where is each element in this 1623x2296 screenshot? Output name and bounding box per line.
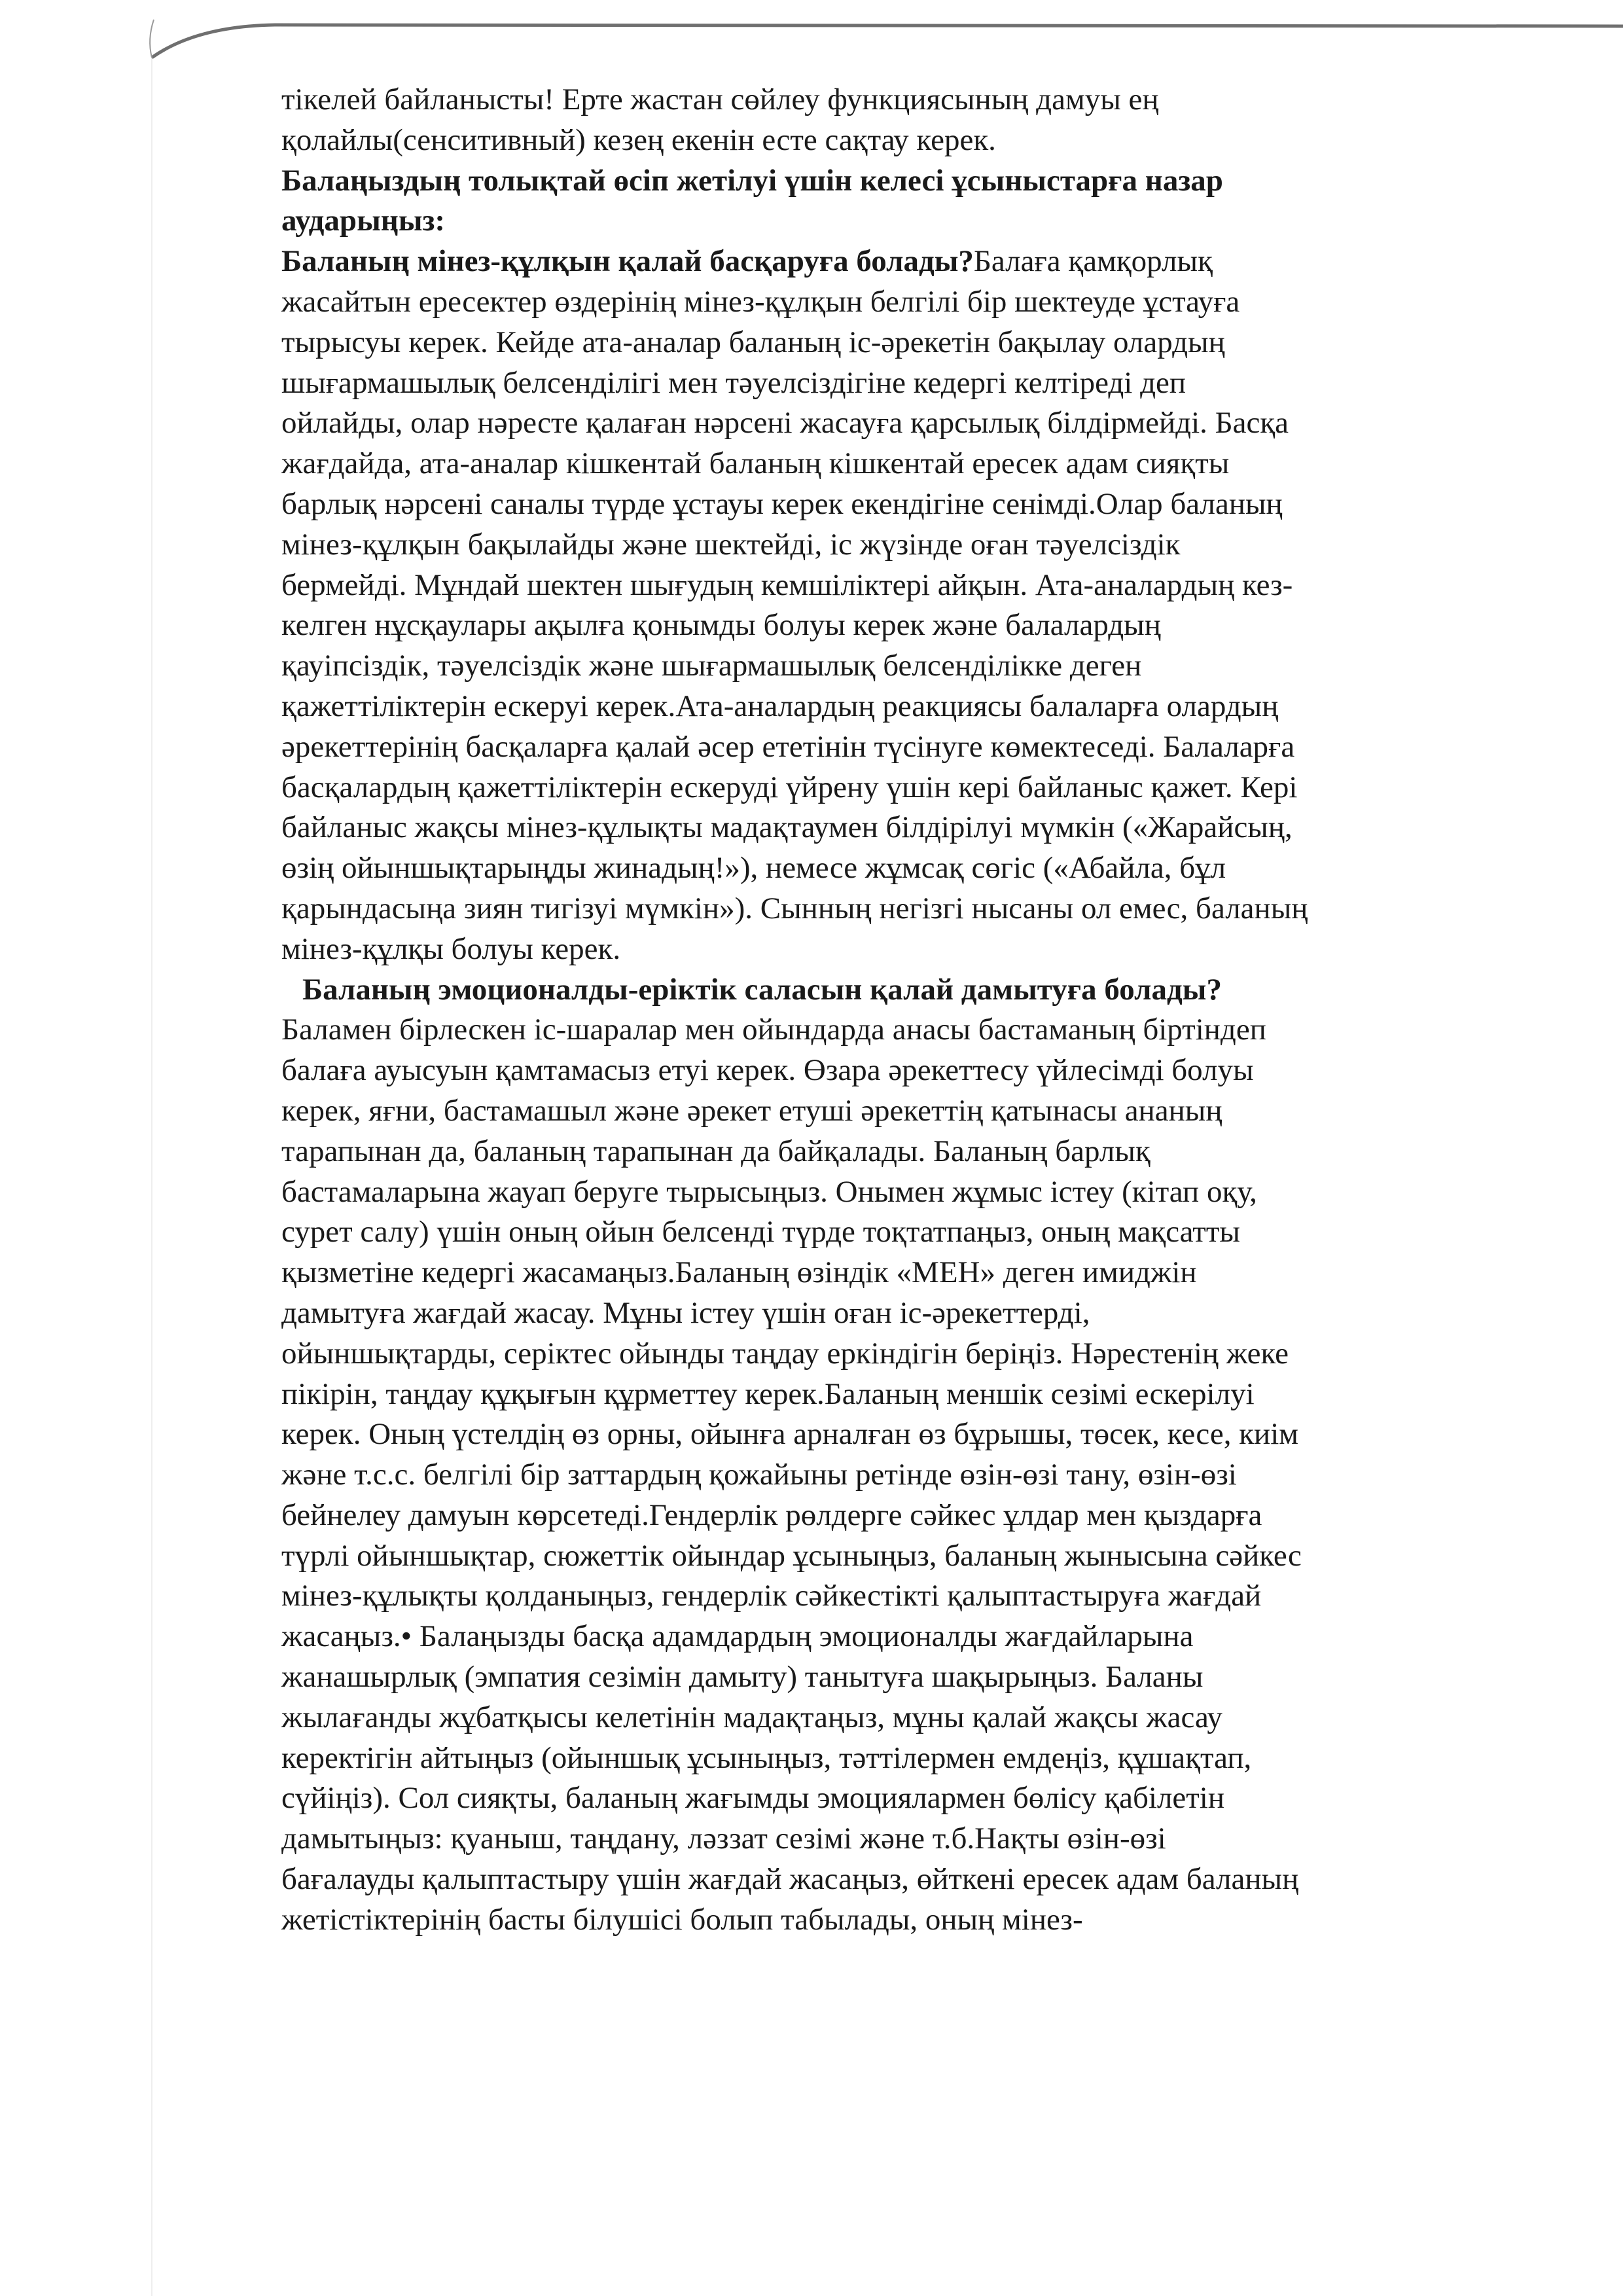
text-segment: жанашырлық (эмпатия сезімін дамыту) танытуға шақырыңыз. Баланы xyxy=(281,1660,1204,1695)
text-line xyxy=(281,363,1564,404)
text-segment: мінез-құлқы болуы керек. xyxy=(281,931,621,966)
text-line xyxy=(281,1698,1564,1738)
text-segment: жағдайда, ата-аналар кішкентай баланың кішкентай ересек адам сияқты xyxy=(281,446,1230,481)
text-segment: өзің ойыншықтарыңды жинадың!»), немесе жұмсақ сөгіс («Абайла, бұл xyxy=(281,851,1226,886)
text-line xyxy=(281,323,1564,363)
text-segment: шығармашылық белсенділігі мен тәуелсіздігіне кедергі келтіреді деп xyxy=(281,365,1186,400)
text-line xyxy=(281,1253,1564,1293)
text-segment: ойлайды, олар нәресте қалаған нәрсені жасауға қарсылық білдірмейді. Басқа xyxy=(281,406,1289,440)
bold-text-segment: Балаңыздың толықтай өсіп жетілуі үшін келесі ұсыныстарға назар xyxy=(281,163,1223,198)
bold-text-segment: Баланың эмоционалды-еріктік саласын қалай дамытуға болады? xyxy=(302,972,1222,1007)
bold-text-segment: аударыңыз: xyxy=(281,204,446,238)
text-line xyxy=(281,1091,1564,1132)
text-line xyxy=(281,1617,1564,1657)
text-segment: қарындасыңа зиян тигізуі мүмкін»). Сынның негізгі нысаны ол емес, баланың xyxy=(281,891,1308,925)
text-segment: тікелей байланысты! Ерте жастан сөйлеу функциясының дамуы ең xyxy=(281,82,1159,117)
text-segment: барлық нәрсені саналы түрде ұстауы керек екендігіне сенімді.Олар баланың xyxy=(281,486,1283,521)
text-segment: және т.с.с. белгілі бір заттардың қожайыны ретінде өзін-өзі тану, өзін-өзі xyxy=(281,1458,1237,1492)
text-segment: ойыншықтарды, серіктес ойынды таңдау еркіндігін беріңіз. Нәрестенің жеке xyxy=(281,1336,1289,1371)
text-line xyxy=(281,80,1564,120)
text-segment: бейнелеу дамуын көрсетеді.Гендерлік рөлдерге сәйкес ұлдар мен қыздарға xyxy=(281,1498,1262,1532)
text-segment: мінез-құлқын бақылайды және шектейді, іс жүзінде оған тәуелсіздік xyxy=(281,527,1181,562)
text-line xyxy=(281,848,1564,889)
text-line xyxy=(281,242,1564,282)
text-line xyxy=(281,1576,1564,1617)
text-line xyxy=(281,605,1564,646)
text-line xyxy=(281,403,1564,444)
text-line xyxy=(281,1900,1564,1941)
text-segment: дамытыңыз: қуаныш, таңдану, ләззат сезімі және т.б.Нақты өзін-өзі xyxy=(281,1821,1166,1856)
text-segment: сурет салу) үшін оның ойын белсенді түрде тоқтатпаңыз, оның мақсатты xyxy=(281,1215,1240,1249)
text-segment: жасайтын ересектер өздерінің мінез-құлқын белгілі бір шектеуде ұстауға xyxy=(281,284,1240,319)
text-line xyxy=(281,1334,1564,1374)
text-line xyxy=(281,565,1564,606)
text-line xyxy=(281,1657,1564,1698)
text-segment: байланыс жақсы мінез-құлықты мадақтаумен білдірілуі мүмкін («Жарайсың, xyxy=(281,810,1293,845)
text-segment: Баламен бірлескен іс-шаралар мен ойындарда анасы бастаманың біртіндеп xyxy=(281,1013,1266,1047)
bold-text-segment: Баланың мінез-құлқын қалай басқаруға болады? xyxy=(281,244,974,279)
text-line xyxy=(281,161,1564,202)
text-segment: басқалардың қажеттіліктерін ескеруді үйрену үшін кері байланыс қажет. Кері xyxy=(281,770,1298,804)
text-line xyxy=(281,1536,1564,1577)
text-segment: тарапынан да, баланың тарапынан да байқалады. Баланың барлық xyxy=(281,1134,1150,1168)
text-line xyxy=(281,808,1564,848)
text-segment: балаға ауысуын қамтамасыз етуі керек. Өзара әрекеттесу үйлесімді болуы xyxy=(281,1053,1254,1088)
text-segment: жетістіктерінің басты білушісі болып табылады, оның мінез- xyxy=(281,1902,1083,1937)
text-line xyxy=(281,1778,1564,1819)
text-line xyxy=(281,1496,1564,1536)
text-line xyxy=(281,727,1564,768)
text-line xyxy=(281,444,1564,484)
text-line xyxy=(281,525,1564,565)
text-segment: керек, яғни, бастамашыл және әрекет етуші әрекеттің қатынасы ананың xyxy=(281,1093,1222,1128)
text-segment: қолайлы(сенситивный) кезең екенін есте сақтау керек. xyxy=(281,122,996,157)
text-segment: дамытуға жағдай жасау. Мұны істеу үшін оған іс-әрекеттерді, xyxy=(281,1295,1090,1330)
text-segment: мінез-құлықты қолданыңыз, гендерлік сәйкестікті қалыптастыруға жағдай xyxy=(281,1579,1262,1613)
text-segment: әрекеттерінің басқаларға қалай әсер ететінін түсінуге көмектеседі. Балаларға xyxy=(281,729,1295,764)
text-line xyxy=(281,1050,1564,1091)
text-segment: бермейді. Мұндай шектен шығудың кемшіліктері айқын. Ата-аналардың кез- xyxy=(281,567,1293,602)
text-segment: келген нұсқаулары ақылға қонымды болуы керек және балалардың xyxy=(281,608,1161,643)
text-line xyxy=(281,646,1564,687)
text-segment: жасаңыз.• Балаңызды басқа адамдардың эмоционалды жағдайларына xyxy=(281,1619,1194,1654)
text-segment: қажеттіліктерін ескеруі керек.Ата-аналардың реакциясы балаларға олардың xyxy=(281,689,1279,723)
text-line xyxy=(281,970,1564,1011)
text-line xyxy=(281,1132,1564,1172)
text-segment: түрлі ойыншықтар, сюжеттік ойындар ұсыныңыз, баланың жынысына сәйкес xyxy=(281,1538,1302,1573)
text-line xyxy=(281,1738,1564,1779)
text-segment: сүйіңіз). Сол сияқты, баланың жағымды эмоциялармен бөлісу қабілетін xyxy=(281,1781,1225,1816)
text-segment: жылағанды жұбатқысы келетінін мадақтаңыз, мұны қалай жақсы жасау xyxy=(281,1700,1222,1734)
text-line xyxy=(281,484,1564,525)
text-segment: керектігін айтыңыз (ойыншық ұсыныңыз, тәттілермен емдеңіз, құшақтап, xyxy=(281,1740,1252,1775)
text-line xyxy=(281,1293,1564,1334)
text-line xyxy=(281,201,1564,242)
document-body xyxy=(281,80,1564,1941)
text-segment: бағалауды қалыптастыру үшін жағдай жасаңыз, өйткені ересек адам баланың xyxy=(281,1862,1299,1897)
text-line xyxy=(281,1374,1564,1415)
text-segment: қауіпсіздік, тәуелсіздік және шығармашылық белсенділікке деген xyxy=(281,649,1142,683)
text-segment: пікірін, таңдау құқығын құрметтеу керек.Баланың меншік сезімі ескерілуі xyxy=(281,1376,1255,1411)
text-line xyxy=(281,282,1564,323)
text-segment: керек. Оның үстелдің өз орны, ойынға арналған өз бұрышы, төсек, кесе, киім xyxy=(281,1417,1299,1452)
text-line xyxy=(281,1212,1564,1253)
text-line xyxy=(281,889,1564,929)
text-line xyxy=(281,1414,1564,1455)
text-line xyxy=(281,1172,1564,1213)
text-line xyxy=(281,768,1564,808)
text-segment: тырысуы керек. Кейде ата-аналар баланың іс-әрекетін бақылау олардың xyxy=(281,325,1225,359)
text-segment: қызметіне кедергі жасамаңыз.Баланың өзіндік «МЕН» деген имиджін xyxy=(281,1255,1197,1290)
text-segment: бастамаларына жауап беруге тырысыңыз. Онымен жұмыс істеу (кітап оқу, xyxy=(281,1174,1257,1209)
text-line xyxy=(281,120,1564,161)
text-line xyxy=(281,1455,1564,1496)
text-line xyxy=(281,687,1564,727)
text-line xyxy=(281,1819,1564,1859)
text-line xyxy=(281,929,1564,970)
text-line xyxy=(281,1010,1564,1050)
text-line xyxy=(281,1859,1564,1900)
text-segment: Балаға қамқорлық xyxy=(973,244,1213,279)
